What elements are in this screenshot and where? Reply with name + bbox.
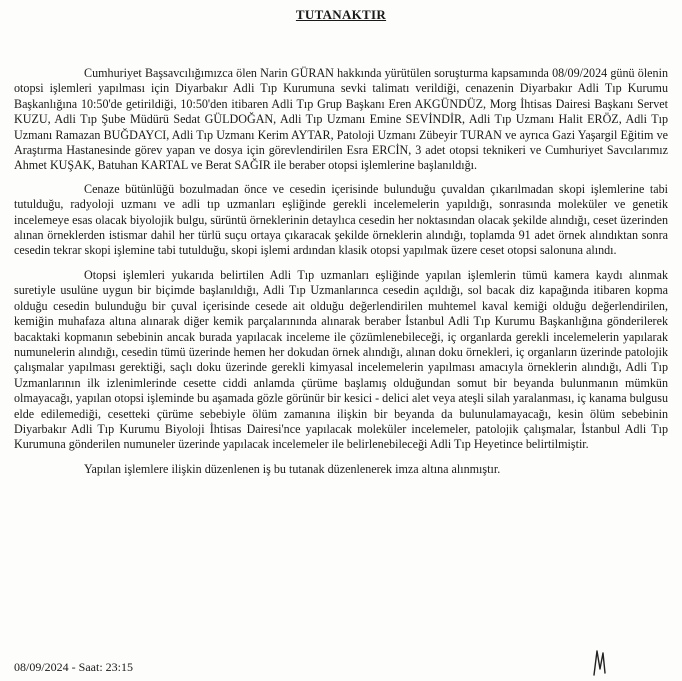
paragraph-4: Yapılan işlemlere ilişkin düzenlenen iş bu tutanak düzenlenerek imza altına alınmıştır.	[84, 461, 501, 476]
document-title: TUTANAKTIR	[295, 7, 387, 22]
paragraph-2: Cenaze bütünlüğü bozulmadan önce ve cesedin içerisinde bulunduğu çuvaldan çıkarılmadan skopi işlemlerine tabi tutulduğu, radyoloji uzmanı ve adli tıp uzmanları eşliğinde gerekli incelemelerin yapıldığı, sonrasında moleküler ve genetik incelemeye esas olacak biyolojik bulgu, sürüntü örneklerinin detaylıca cesedin her noktasından olacak şekilde alındığı, ceset üzerinden alınan örneklerden istismar dahil her türlü suçu ortaya çıkaracak şekilde örneklerin alındığı, toplamda 91 adet örnek alındıktan sonra cesedin tekrar skopi işlemine tabi tutulduğu, skopi işlemi ardından klasik otopsi yapılmak üzere ceset otopsi salonuna alındı.	[14, 181, 668, 258]
document-footer-date: 08/09/2024 - Saat: 23:15	[14, 660, 133, 674]
paragraph-1: Cumhuriyet Başsavcılığımızca ölen Narin GÜRAN hakkında yürütülen soruşturma kapsamında 08/09/2024 günü ölenin otopsi işlemleri yapılması için Diyarbakır Adli Tıp Kurumuna sevki talimatı verildiği, cenazenin Diyarbakır Adli Tıp Kurumu Başkanlığına 10:50'de getirildiği, 10:50'den itibaren Adli Tıp Grup Başkanı Eren AKGÜNDÜZ, Morg İhtisas Dairesi Başkanı Servet KUZU, Adli Tıp Şube Müdürü Sedat GÜLDOĞAN, Adli Tıp Uzmanı Emine SEVİNDİR, Adli Tıp Uzmanı Halit ERÖZ, Adli Tıp Uzmanı Ramazan BUĞDAYCI, Adli Tıp Uzmanı Kerim AYTAR, Patoloji Uzmanı Zübeyir TURAN ve ayrıca Gazi Yaşargil Eğitim ve Araştırma Hastanesinde görev yapan ve dosya için görevlendirilen Esra ERCİN, 3 adet otopsi teknikeri ve Cumhuriyet Savcılarımız Ahmet KUŞAK, Batuhan KARTAL ve Berat SAĞIR ile beraber otopsi işlemlerine başlanıldığı.	[14, 66, 668, 173]
paragraph-3: Otopsi işlemleri yukarıda belirtilen Adli Tıp uzmanları eşliğinde yapılan işlemlerin tümü kamera kaydı alınmak suretiyle usulüne uygun bir biçimde başlanıldığı, Adli Tıp Uzmanlarınca cesedin açıldığı, sol bacak diz kapağında itibaren kopma olduğu cesedin bulunduğu bir çuval içerisinde cesede ait olduğu değerlendirilen muhtemel kaval kemiği olduğu değerlendirilen, kemiğin muhafaza altına alınarak diğer kemik parçalarınında alınarak beraber İstanbul Adli Tıp Kurumu Başkanlığına gönderilerek bacaktaki kopmanın sebebinin ancak burada yapılacak inceleme ile çözümlenebileceği, iç organlarda gerekli incelemelerin yapılarak numunelerin alındığı, cesedin tümü üzerinde hemen her dokudan örnek alındığı, alınan doku örnekleri, iç organların üzerinde patolojik çalışmalar yapılması gerektiği, saçlı doku üzerinde gerekli kimyasal incelemelerin yapılması amacıyla örneklerin alındığı, Adli Tıp Uzmanlarının ilk izlenimlerinde cesette ciddi anlamda çürüme başlamış olduğundan somut bir beyanda bulunmanın mümkün olmayacağı, yapılan otopsi işleminde bu aşamada gözle görünür bir kesici - delici alet veya ateşli silah yaralanması, iç kanama bulgusu elde edilemediği, cesetteki çürüme sebebiyle ölüm zamanına ilişkin bir beyanda da bulunulamayacağı, kesin ölüm sebebinin Diyarbakır Adli Tıp Kurumu Biyoloji İhtisas Dairesi'nce yapılacak moleküler incelemeler, patolojik çalışmalar, İstanbul Adli Tıp Kurumuna gönderilen numuneler üzerinde yapılacak incelemeler ile belirlenebileceği Adli Tıp Heyetince belirtilmiştir.	[14, 267, 668, 452]
